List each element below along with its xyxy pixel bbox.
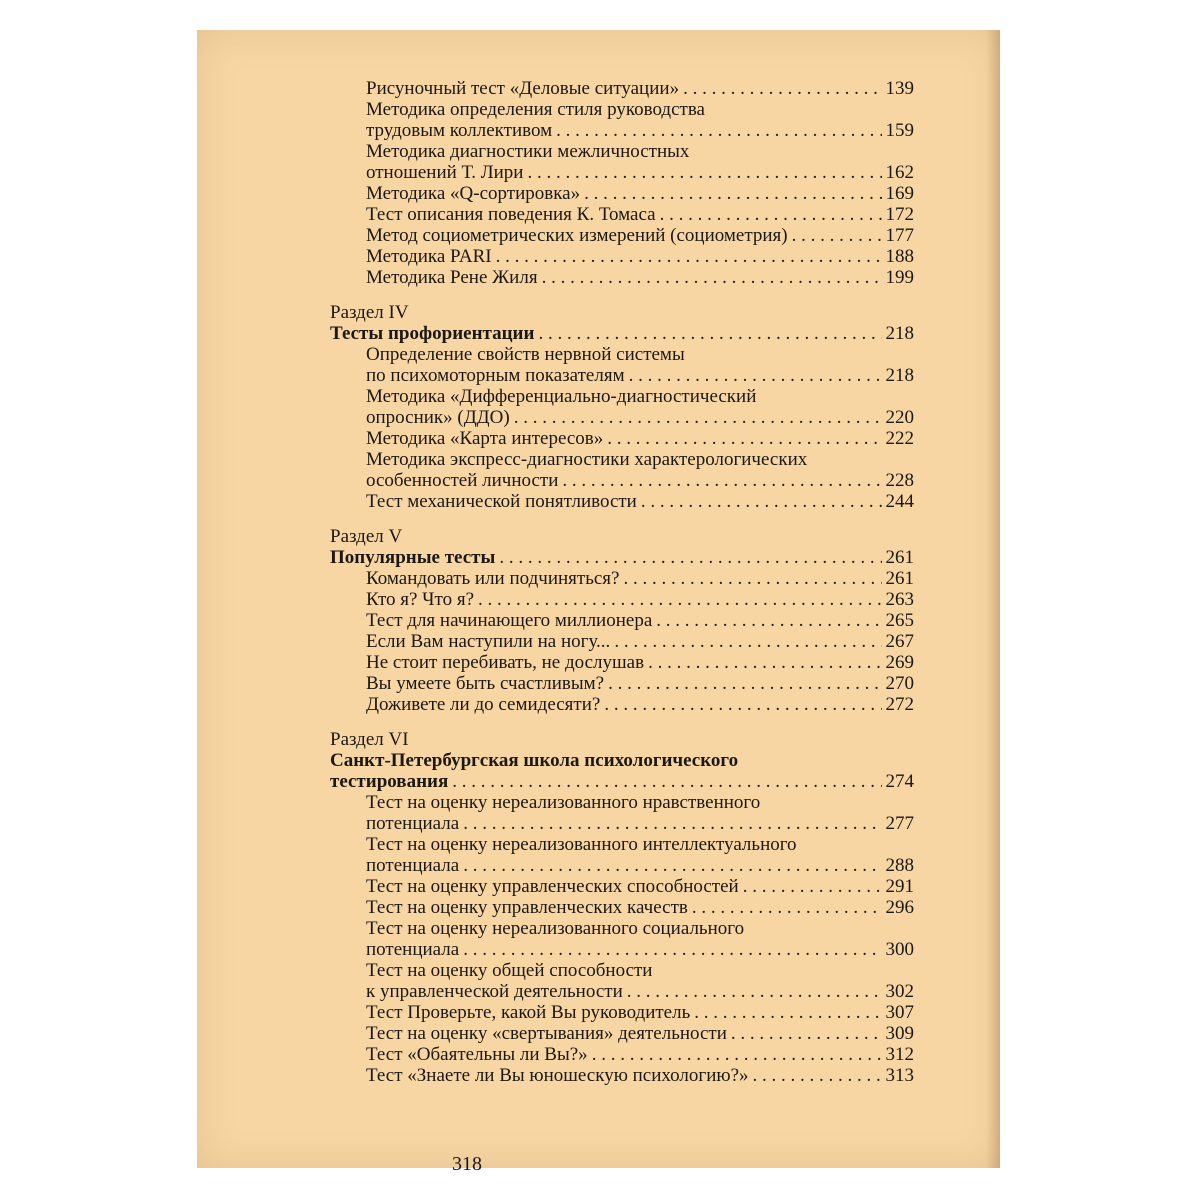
page-number: 318 bbox=[452, 1153, 482, 1175]
toc-entry bbox=[366, 568, 914, 589]
entry-title-line: Тест на оценку управленческих способностей bbox=[366, 876, 739, 897]
entry-title-line: Популярные тесты bbox=[330, 547, 496, 568]
entry-page-number: 272 bbox=[885, 694, 914, 715]
entry-title-line: Методика PARI bbox=[366, 246, 492, 267]
toc-section bbox=[332, 302, 914, 512]
toc-entry bbox=[366, 960, 914, 1002]
entry-page-number: 220 bbox=[885, 407, 914, 428]
entry-page-number: 261 bbox=[885, 568, 914, 589]
entry-page-number: 302 bbox=[885, 981, 914, 1002]
toc-entry bbox=[366, 204, 914, 225]
entry-title-line: Тесты профориентации bbox=[330, 323, 535, 344]
section-title bbox=[330, 547, 914, 568]
entry-title-line: Метод социометрических измерений (социометрия) bbox=[366, 225, 788, 246]
entry-page-number: 159 bbox=[885, 120, 914, 141]
toc-entry bbox=[366, 631, 914, 652]
dot-leader bbox=[496, 246, 882, 267]
entry-page-number: 274 bbox=[885, 771, 914, 792]
entry-title-line: Определение свойств нервной системы bbox=[366, 344, 685, 365]
dot-leader bbox=[692, 897, 882, 918]
book-page bbox=[197, 30, 1000, 1175]
dot-leader bbox=[614, 631, 881, 652]
toc-entry bbox=[366, 876, 914, 897]
toc-section bbox=[332, 729, 914, 1086]
toc-entry bbox=[366, 225, 914, 246]
entry-title-line: Тест на оценку нереализованного социального bbox=[366, 918, 745, 939]
entry-title-line: Тест механической понятливости bbox=[366, 491, 637, 512]
entry-title-line: Тест на оценку нереализованного интеллектуального bbox=[366, 834, 797, 855]
entry-title-line: Тест на оценку нереализованного нравственного bbox=[366, 792, 761, 813]
dot-leader bbox=[627, 981, 882, 1002]
entry-title-line: Доживете ли до семидесяти? bbox=[366, 694, 601, 715]
entry-page-number: 218 bbox=[885, 323, 914, 344]
entry-title-line: Тест для начинающего миллионера bbox=[366, 610, 653, 631]
dot-leader bbox=[538, 323, 881, 344]
dot-leader bbox=[478, 589, 882, 610]
dot-leader bbox=[623, 568, 881, 589]
dot-leader bbox=[694, 1002, 881, 1023]
entry-page-number: 270 bbox=[885, 673, 914, 694]
entry-page-number: 265 bbox=[885, 610, 914, 631]
entry-page-number: 169 bbox=[885, 183, 914, 204]
entry-page-number: 172 bbox=[885, 204, 914, 225]
section-label: Раздел VI bbox=[330, 729, 409, 750]
entry-title-line: особенностей личности bbox=[366, 470, 559, 491]
dot-leader bbox=[542, 267, 882, 288]
dot-leader bbox=[641, 491, 882, 512]
entry-page-number: 267 bbox=[885, 631, 914, 652]
toc-section bbox=[332, 526, 914, 715]
entry-title-line: потенциала bbox=[366, 855, 460, 876]
toc-entry bbox=[366, 78, 914, 99]
entry-title-line: Вы умеете быть счастливым? bbox=[366, 673, 605, 694]
entry-title-line: Рисуночный тест «Деловые ситуации» bbox=[366, 78, 680, 99]
entry-page-number: 218 bbox=[885, 365, 914, 386]
entry-page-number: 244 bbox=[885, 491, 914, 512]
entry-page-number: 139 bbox=[885, 78, 914, 99]
table-of-contents bbox=[332, 78, 914, 1086]
dot-leader bbox=[656, 610, 881, 631]
entry-title-line: потенциала bbox=[366, 813, 460, 834]
toc-entry bbox=[366, 1044, 914, 1065]
entry-title-line: Тест на оценку управленческих качеств bbox=[366, 897, 688, 918]
dot-leader bbox=[743, 876, 882, 897]
entry-page-number: 177 bbox=[885, 225, 914, 246]
dot-leader bbox=[584, 183, 881, 204]
toc-entry bbox=[366, 673, 914, 694]
entry-page-number: 313 bbox=[885, 1065, 914, 1086]
toc-entry bbox=[366, 918, 914, 960]
entry-page-number: 269 bbox=[885, 652, 914, 673]
dot-leader bbox=[463, 855, 881, 876]
toc-entry bbox=[366, 652, 914, 673]
dot-leader bbox=[592, 1044, 882, 1065]
dot-leader bbox=[463, 813, 881, 834]
dot-leader bbox=[452, 771, 881, 792]
toc-entry bbox=[366, 1002, 914, 1023]
toc-entry bbox=[366, 589, 914, 610]
toc-entry bbox=[366, 428, 914, 449]
entry-title-line: Методика определения стиля руководства bbox=[366, 99, 705, 120]
dot-leader bbox=[463, 939, 881, 960]
entry-title-line: к управленческой деятельности bbox=[366, 981, 623, 1002]
entry-title-line: Тест «Знаете ли Вы юношескую психологию?» bbox=[366, 1065, 749, 1086]
section-label: Раздел V bbox=[330, 526, 403, 547]
toc-entry bbox=[366, 491, 914, 512]
toc-entry bbox=[366, 694, 914, 715]
entry-title-line: потенциала bbox=[366, 939, 460, 960]
entry-title-line: Тест на оценку общей способности bbox=[366, 960, 653, 981]
entry-page-number: 296 bbox=[885, 897, 914, 918]
toc-entry bbox=[366, 897, 914, 918]
toc-entry bbox=[366, 610, 914, 631]
entry-page-number: 312 bbox=[885, 1044, 914, 1065]
dot-leader bbox=[792, 225, 882, 246]
entry-page-number: 300 bbox=[885, 939, 914, 960]
entry-title-line: трудовым коллективом bbox=[366, 120, 553, 141]
dot-leader bbox=[527, 162, 881, 183]
entry-title-line: по психомоторным показателям bbox=[366, 365, 625, 386]
entry-title-line: Методика «Q-сортировка» bbox=[366, 183, 581, 204]
entry-page-number: 228 bbox=[885, 470, 914, 491]
dot-leader bbox=[604, 694, 881, 715]
dot-leader bbox=[514, 407, 882, 428]
entry-page-number: 263 bbox=[885, 589, 914, 610]
entry-title-line: Тест описания поведения К. Томаса bbox=[366, 204, 656, 225]
entry-title-line: Тест на оценку «свертывания» деятельности bbox=[366, 1023, 727, 1044]
entry-page-number: 162 bbox=[885, 162, 914, 183]
toc-entry bbox=[366, 386, 914, 428]
dot-leader bbox=[683, 78, 881, 99]
entry-title-line: Кто я? Что я? bbox=[366, 589, 474, 610]
toc-entry bbox=[366, 267, 914, 288]
section-title bbox=[330, 750, 914, 792]
toc-entry bbox=[366, 183, 914, 204]
toc-entry bbox=[366, 99, 914, 141]
entry-page-number: 199 bbox=[885, 267, 914, 288]
dot-leader bbox=[556, 120, 881, 141]
entry-page-number: 261 bbox=[885, 547, 914, 568]
toc-entry bbox=[366, 1065, 914, 1086]
entry-page-number: 309 bbox=[885, 1023, 914, 1044]
entry-title-line: опросник» (ДДО) bbox=[366, 407, 510, 428]
dot-leader bbox=[629, 365, 882, 386]
toc-entry bbox=[366, 1023, 914, 1044]
section-title bbox=[330, 323, 914, 344]
entry-page-number: 288 bbox=[885, 855, 914, 876]
entry-title-line: Методика диагностики межличностных bbox=[366, 141, 690, 162]
toc-entry bbox=[366, 834, 914, 876]
entry-page-number: 277 bbox=[885, 813, 914, 834]
entry-page-number: 188 bbox=[885, 246, 914, 267]
dot-leader bbox=[607, 428, 881, 449]
entry-title-line: Командовать или подчиняться? bbox=[366, 568, 620, 589]
entry-title-line: тестирования bbox=[330, 771, 449, 792]
entry-title-line: Санкт-Петербургская школа психологического bbox=[330, 750, 739, 771]
entry-title-line: Методика Рене Жиля bbox=[366, 267, 538, 288]
dot-leader bbox=[660, 204, 882, 225]
toc-entry bbox=[366, 344, 914, 386]
entry-title-line: Не стоит перебивать, не дослушав bbox=[366, 652, 645, 673]
toc-entry bbox=[366, 792, 914, 834]
dot-leader bbox=[648, 652, 881, 673]
section-label: Раздел IV bbox=[330, 302, 409, 323]
entry-page-number: 291 bbox=[885, 876, 914, 897]
entry-title-line: Если Вам наступили на ногу... bbox=[366, 631, 611, 652]
dot-leader bbox=[499, 547, 881, 568]
entry-title-line: Тест Проверьте, какой Вы руководитель bbox=[366, 1002, 691, 1023]
toc-entry bbox=[366, 246, 914, 267]
dot-leader bbox=[731, 1023, 882, 1044]
entry-page-number: 307 bbox=[885, 1002, 914, 1023]
entry-page-number: 222 bbox=[885, 428, 914, 449]
entry-title-line: Методика экспресс-диагностики характерологических bbox=[366, 449, 808, 470]
entry-title-line: Тест «Обаятельны ли Вы?» bbox=[366, 1044, 588, 1065]
toc-entry bbox=[366, 449, 914, 491]
dot-leader bbox=[753, 1065, 882, 1086]
entry-title-line: отношений Т. Лири bbox=[366, 162, 524, 183]
entry-title-line: Методика «Дифференциально-диагностический bbox=[366, 386, 757, 407]
toc-entry bbox=[366, 141, 914, 183]
dot-leader bbox=[562, 470, 881, 491]
entry-title-line: Методика «Карта интересов» bbox=[366, 428, 604, 449]
dot-leader bbox=[608, 673, 881, 694]
